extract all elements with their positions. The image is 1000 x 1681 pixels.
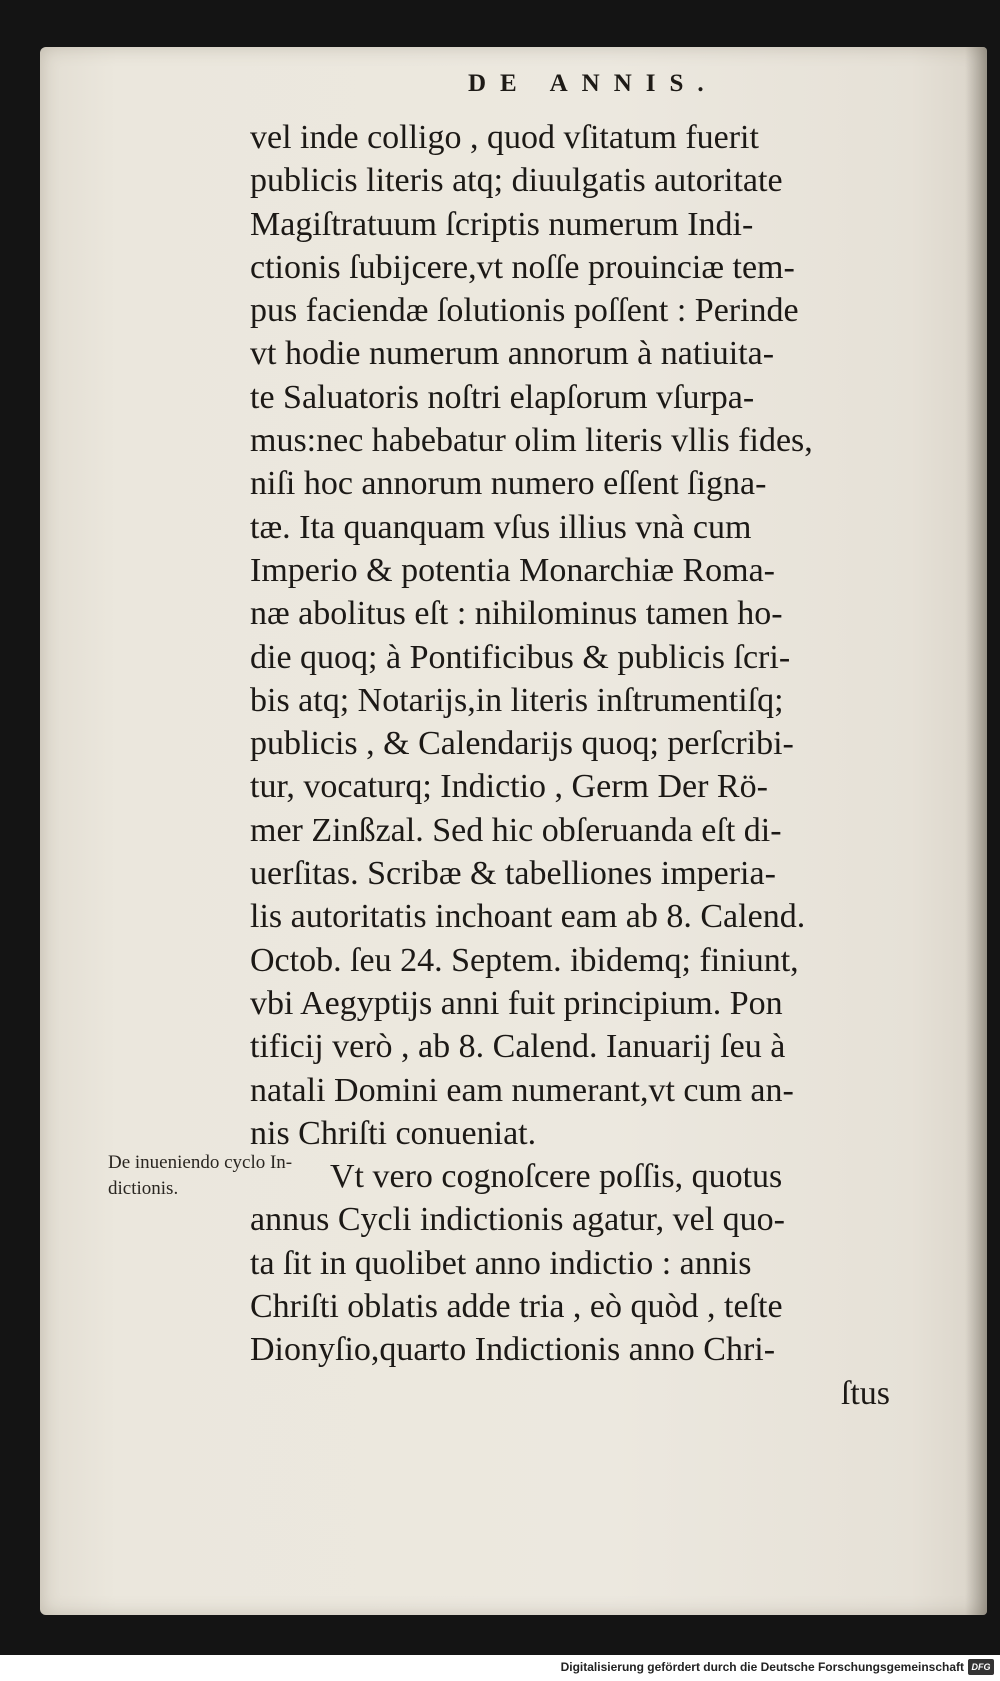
body-line: mus:nec habebatur olim literis vllis fides,: [250, 422, 813, 460]
body-line: Octob. ſeu 24. Septem. ibidemq; finiunt,: [250, 941, 799, 979]
footer-strip: [0, 1655, 1000, 1681]
body-line: vt hodie numerum annorum à natiuita-: [250, 335, 775, 373]
body-line: Imperio & potentia Monarchiæ Roma-: [250, 551, 775, 589]
body-line: natali Domini eam numerant,vt cum an-: [250, 1071, 794, 1109]
paragraph-line: Vt vero cognoſcere poſſis, quotus: [330, 1158, 783, 1196]
body-line: næ abolitus eſt : nihilominus tamen ho-: [250, 595, 783, 633]
paragraph-line: Chriſti oblatis adde tria , eò quòd , teſte: [250, 1288, 783, 1326]
body-line: vbi Aegyptijs anni fuit principium. Pon: [250, 984, 783, 1022]
body-line: lis autoritatis inchoant eam ab 8. Calend.: [250, 898, 806, 936]
footer-credit: Digitalisierung gefördert durch die Deutsche Forschungsgemeinschaft: [560, 1660, 964, 1674]
body-line: publicis literis atq; diuulgatis autoritate: [250, 162, 783, 200]
body-text: [250, 116, 890, 1415]
body-line: mer Zinßzal. Sed hic obſeruanda eſt di-: [250, 811, 782, 849]
body-line: uerſitas. Scribæ & tabelliones imperia-: [250, 855, 776, 893]
body-line: publicis , & Calendarijs quoq; perſcribi-: [250, 725, 794, 763]
margin-note-line: De inueniendo cyclo In-: [108, 1152, 293, 1173]
body-line: die quoq; à Pontificibus & publicis ſcri-: [250, 638, 791, 676]
body-line: Magiſtratuum ſcriptis numerum Indi-: [250, 205, 754, 243]
body-line: tur, vocaturq; Indictio , Germ Der Rö-: [250, 768, 768, 806]
page-spine-shadow: [965, 47, 987, 1615]
body-line: te Saluatoris noſtri elapſorum vſurpa-: [250, 378, 755, 416]
paragraph-line: annus Cycli indictionis agatur, vel quo-: [250, 1201, 785, 1239]
margin-note-line: dictionis.: [108, 1178, 179, 1199]
paragraph-line: ta ſit in quolibet anno indictio : annis: [250, 1244, 752, 1282]
running-head: DE ANNIS.: [468, 70, 718, 97]
body-line: niſi hoc annorum numero eſſent ſigna-: [250, 465, 767, 503]
catchword: ſtus: [840, 1374, 890, 1412]
paragraph-line: Dionyſio,quarto Indictionis anno Chri-: [250, 1331, 776, 1369]
body-line: tæ. Ita quanquam vſus illius vnà cum: [250, 508, 752, 546]
margin-note: [108, 1150, 293, 1202]
body-line: pus faciendæ ſolutionis poſſent : Perinde: [250, 292, 799, 330]
body-line: tificij verò , ab 8. Calend. Ianuarij ſeu à: [250, 1028, 786, 1066]
body-line: bis atq; Notarijs,in literis inſtrumentiſq;: [250, 681, 784, 719]
body-line: ctionis ſubijcere,vt noſſe prouinciæ tem-: [250, 248, 795, 286]
body-line: nis Chriſti conueniat.: [250, 1114, 537, 1152]
body-line: vel inde colligo , quod vſitatum fuerit: [250, 119, 759, 156]
dfg-logo: DFG: [968, 1659, 994, 1675]
